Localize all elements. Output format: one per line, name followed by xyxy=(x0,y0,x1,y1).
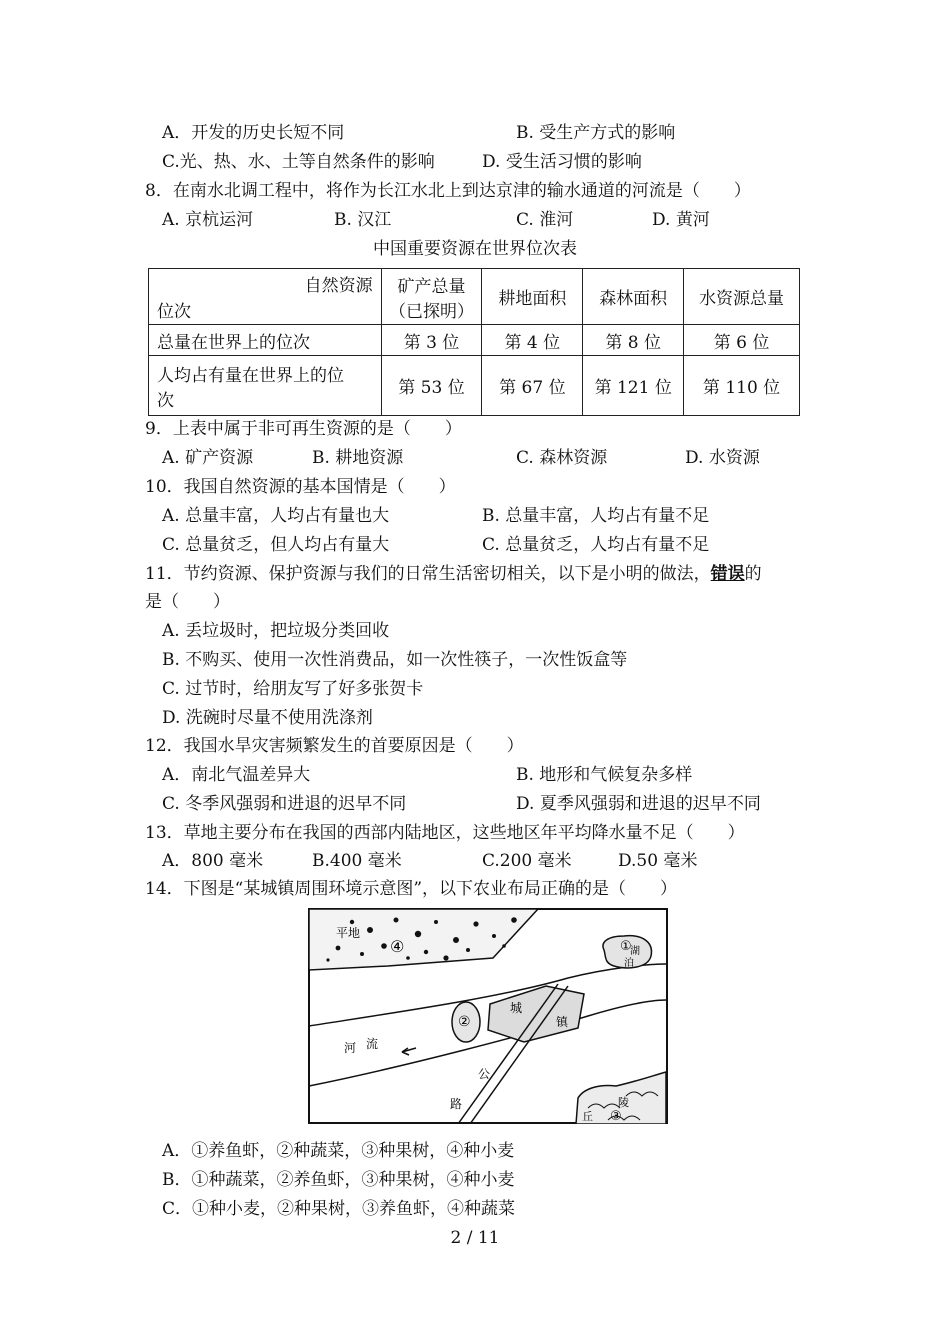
q14-option-b: B．①种蔬菜，②养鱼虾，③种果树，④种小麦 xyxy=(162,1170,515,1190)
q11-option-d: D. 洗碗时尽量不使用洗涤剂 xyxy=(162,708,373,728)
q8-option-d: D. 黄河 xyxy=(652,210,710,230)
label-lake-2: 泊 xyxy=(624,958,634,969)
header-forest: 森林面积 xyxy=(583,269,684,325)
label-hill-2: 陵 xyxy=(618,1096,629,1109)
label-river-2: 流 xyxy=(366,1037,379,1051)
q14-option-a: A．①养鱼虾，②种蔬菜，③种果树，④种小麦 xyxy=(162,1141,515,1161)
q10-stem: 10．我国自然资源的基本国情是（ ） xyxy=(145,477,456,497)
cell-value: 第 3 位 xyxy=(381,325,482,356)
q9-option-c: C. 森林资源 xyxy=(516,448,608,468)
q11-option-b: B. 不购买、使用一次性消费品，如一次性筷子，一次性饭盒等 xyxy=(162,650,628,670)
cell-value: 第 4 位 xyxy=(482,325,583,356)
label-river-1: 河 xyxy=(344,1041,357,1055)
q14-option-c: C．①种小麦，②种果树，③养鱼虾，④种蔬菜 xyxy=(162,1199,516,1219)
q10-option-a: A. 总量丰富，人均占有量也大 xyxy=(162,506,390,526)
q12-option-b: B. 地形和气候复杂多样 xyxy=(516,765,693,785)
q14-stem: 14．下图是“某城镇周围环境示意图”，以下农业布局正确的是（ ） xyxy=(145,879,678,899)
q12-option-c: C. 冬季风强弱和进退的迟早不同 xyxy=(162,794,407,814)
q11-stem-text: 11．节约资源、保护资源与我们的日常生活密切相关，以下是小明的做法， xyxy=(145,564,711,584)
table-row xyxy=(149,356,800,416)
q11-option-c: C. 过节时，给朋友写了好多张贺卡 xyxy=(162,679,424,699)
label-town-2: 镇 xyxy=(556,1015,569,1029)
cell-value: 第 6 位 xyxy=(684,325,800,356)
label-hill-1: 丘 xyxy=(582,1110,593,1123)
cell-value: 第 110 位 xyxy=(684,356,800,416)
header-minerals-line1: 矿产总量 xyxy=(397,276,466,297)
q13-option-a: A．800 毫米 xyxy=(162,851,264,871)
label-town-1: 城 xyxy=(510,1001,523,1015)
label-area-3: ③ xyxy=(610,1109,622,1124)
q9-stem: 9．上表中属于非可再生资源的是（ ） xyxy=(145,419,462,439)
q11-stem-tail: 的 xyxy=(744,564,762,584)
page-number: 2 / 11 xyxy=(450,1228,500,1248)
row-percapita-label xyxy=(149,356,382,416)
table-row xyxy=(149,325,800,356)
header-resource-label: 自然资源 xyxy=(304,276,373,296)
label-area-2: ② xyxy=(458,1014,471,1030)
header-minerals-line2: （已探明） xyxy=(389,301,474,322)
q7-option-b: B. 受生产方式的影响 xyxy=(516,123,676,143)
label-plain: 平地 xyxy=(336,926,361,940)
header-rank-label: 位次 xyxy=(157,302,191,322)
row-percapita-line2: 次 xyxy=(157,390,174,411)
table-caption: 中国重要资源在世界位次表 xyxy=(373,239,577,259)
q9-option-d: D. 水资源 xyxy=(685,448,760,468)
header-water: 水资源总量 xyxy=(684,269,800,325)
q11-emphasis: 错误 xyxy=(710,564,745,584)
q13-option-c: C.200 毫米 xyxy=(482,851,572,871)
q12-option-a: A．南北气温差异大 xyxy=(162,765,311,785)
row-total-label: 总量在世界上的位次 xyxy=(149,325,382,356)
cell-value: 第 67 位 xyxy=(482,356,583,416)
q11-stem xyxy=(145,563,762,585)
q12-option-d: D. 夏季风强弱和进退的迟早不同 xyxy=(516,794,761,814)
q11-stem-line2: 是（ ） xyxy=(145,592,230,612)
q8-option-b: B. 汉江 xyxy=(334,210,392,230)
q7-option-d: D. 受生活习惯的影响 xyxy=(482,152,642,172)
cell-value: 第 8 位 xyxy=(583,325,684,356)
label-lake-1: 湖 xyxy=(630,946,640,957)
q7-option-c: C.光、热、水、土等自然条件的影响 xyxy=(162,152,435,172)
table-diagonal-header xyxy=(149,269,382,325)
header-farmland: 耕地面积 xyxy=(482,269,583,325)
q13-option-d: D.50 毫米 xyxy=(618,851,698,871)
town-environment-map xyxy=(308,908,668,1124)
label-area-1: ① xyxy=(620,939,632,954)
label-road-1: 公 xyxy=(478,1067,491,1081)
q11-option-a: A. 丢垃圾时，把垃圾分类回收 xyxy=(162,621,390,641)
q12-stem: 12．我国水旱灾害频繁发生的首要原因是（ ） xyxy=(145,736,524,756)
row-percapita-line1: 人均占有量在世界上的位 xyxy=(157,365,344,386)
q10-option-d: C. 总量贫乏，人均占有量不足 xyxy=(482,535,710,555)
q8-option-c: C. 淮河 xyxy=(516,210,574,230)
label-road-2: 路 xyxy=(450,1097,463,1111)
q8-option-a: A. 京杭运河 xyxy=(162,210,254,230)
q13-option-b: B.400 毫米 xyxy=(312,851,402,871)
q9-option-b: B. 耕地资源 xyxy=(312,448,404,468)
q10-option-c: C. 总量贫乏，但人均占有量大 xyxy=(162,535,390,555)
label-area-4: ④ xyxy=(390,937,405,956)
q10-option-b: B. 总量丰富，人均占有量不足 xyxy=(482,506,710,526)
cell-value: 第 121 位 xyxy=(583,356,684,416)
header-minerals xyxy=(381,269,482,325)
q9-option-a: A. 矿产资源 xyxy=(162,448,254,468)
cell-value: 第 53 位 xyxy=(381,356,482,416)
resource-rank-table xyxy=(148,268,800,416)
q7-option-a: A．开发的历史长短不同 xyxy=(162,123,345,143)
q13-stem: 13．草地主要分布在我国的西部内陆地区，这些地区年平均降水量不足（ ） xyxy=(145,823,745,843)
q8-stem: 8．在南水北调工程中，将作为长江水北上到达京津的输水通道的河流是（ ） xyxy=(145,181,751,201)
